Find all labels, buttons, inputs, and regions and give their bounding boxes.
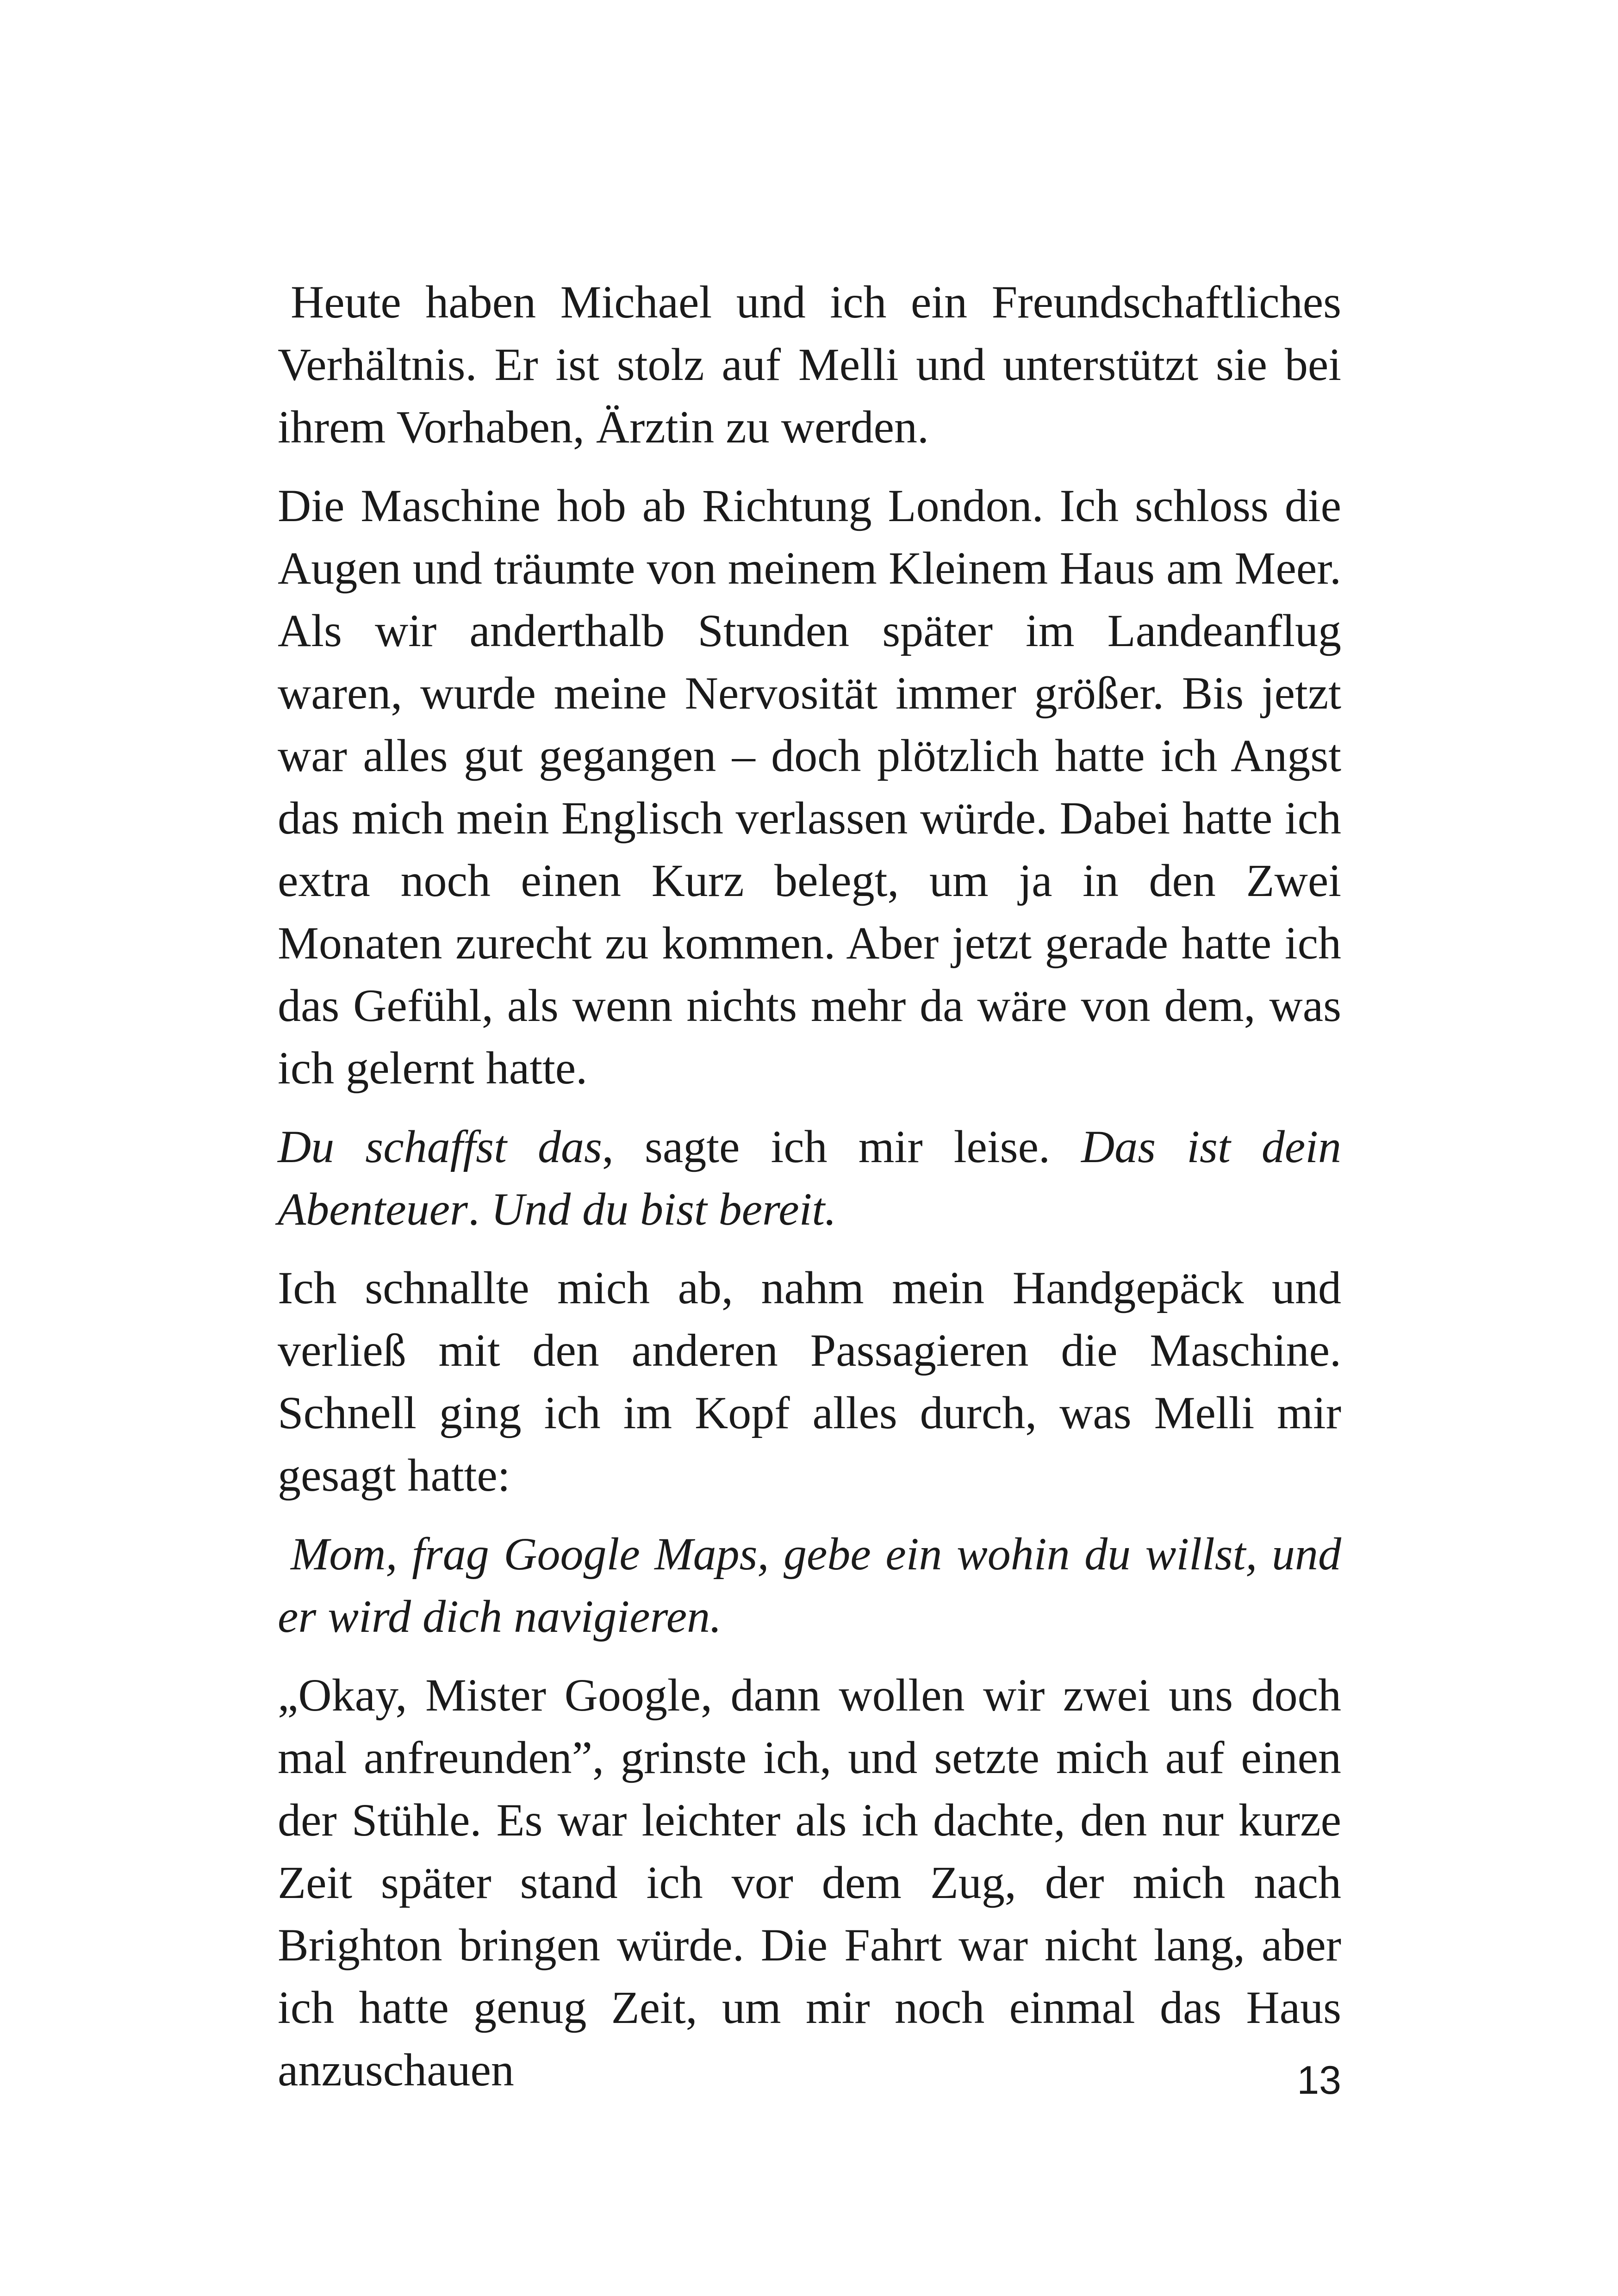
paragraph-flight-london: Die Maschine hob ab Richtung London. Ich schloss die Augen und träumte von meinem Kleinem Haus am Meer. Als wir anderthalb Stunden später im Landeanflug waren, wurde meine Nervosität immer größer. Bis jetzt war alles gut gegangen – doch plötzlich hatte ich Angst das mich mein Englisch verlassen würde. Dabei hatte ich extra noch einen Kurz belegt, um ja in den Zwei Monaten zurecht zu kommen. Aber jetzt gerade hatte ich das Gefühl, als wenn nichts mehr da wäre von dem, was ich gelernt hatte. xyxy=(278,480,1341,1094)
italic-segment: Du schaffst das xyxy=(278,1121,602,1172)
italic-segment: Das ist dein Abenteuer xyxy=(278,1121,1341,1235)
paragraph-mister-google: „Okay, Mister Google, dann wollen wir zwei uns doch mal anfreunden”, grinste ich, und setzte mich auf einen der Stühle. Es war leichter als ich dachte, den nur kurze Zeit später stand ich vor dem Zug, der mich nach Brighton bringen würde. Die Fahrt war nicht lang, aber ich hatte genug Zeit, um mir noch einmal das Haus anzuschauen xyxy=(278,1669,1341,2096)
paragraph-melli-quote: Mom, frag Google Maps, gebe ein wohin du willst, und er wird dich navigieren. xyxy=(278,1528,1341,1642)
text-segment: . xyxy=(467,1183,491,1235)
paragraph-self-talk xyxy=(278,1115,1341,1240)
body-text xyxy=(278,271,1341,2101)
text-segment: , sagte ich mir leise. xyxy=(602,1121,1082,1172)
paragraph-leaving-plane: Ich schnallte mich ab, nahm mein Handgepäck und verließ mit den anderen Passagieren die Maschine. Schnell ging ich im Kopf alles durch, was Melli mir gesagt hatte: xyxy=(278,1262,1341,1501)
page-number: 13 xyxy=(1297,2058,1341,2103)
italic-segment: Und du bist bereit. xyxy=(491,1183,837,1235)
paragraph-michael: Heute haben Michael und ich ein Freundschaftliches Verhältnis. Er ist stolz auf Melli und unterstützt sie bei ihrem Vorhaben, Ärztin zu werden. xyxy=(278,276,1341,453)
